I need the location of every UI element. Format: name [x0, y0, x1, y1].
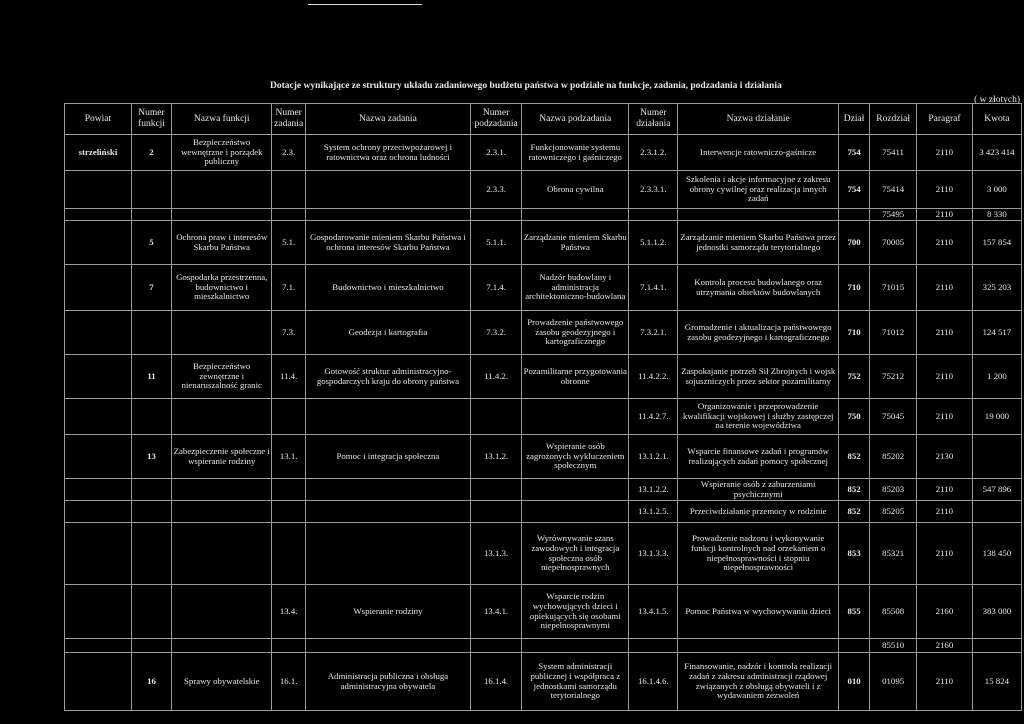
cell-rozd: 75045	[870, 399, 917, 435]
top-rule	[308, 4, 422, 5]
cell-nd: 7.3.2.1.	[629, 311, 678, 355]
cell-dzial: 754	[838, 171, 869, 209]
cell-powiat	[65, 639, 132, 653]
cell-pod: Pozamilitarne przygotowania obronne	[522, 355, 629, 399]
cell-nd	[629, 209, 678, 221]
cell-nf: 11	[131, 355, 171, 399]
cell-nz	[272, 639, 305, 653]
header-row	[65, 104, 1022, 135]
cell-pod: System administracji publicznej i współpraca z jednostkami samorządu terytorialnego	[522, 653, 629, 711]
cell-np: 13.4.1.	[470, 585, 521, 639]
cell-func: Bezpieczeństwo wewnętrzne i porządek publiczny	[172, 135, 272, 171]
cell-zad	[305, 209, 470, 221]
table-row	[65, 639, 1022, 653]
cell-rozd: 75411	[870, 135, 917, 171]
cell-np: 16.1.4.	[470, 653, 521, 711]
cell-kw: 547 896	[972, 479, 1021, 501]
cell-zad: Budownictwo i mieszkalnictwo	[305, 265, 470, 311]
cell-nz: 7.3.	[272, 311, 305, 355]
cell-par: 2110	[917, 311, 973, 355]
cell-kw: 124 517	[972, 311, 1021, 355]
cell-pod	[522, 479, 629, 501]
cell-pod: Nadzór budowlany i administracja architektoniczno-budowlana	[522, 265, 629, 311]
header-dzial: Dział	[838, 104, 869, 135]
cell-dzial: 852	[838, 479, 869, 501]
page-title: Dotacje wynikające ze struktury układu zadaniowego budżetu państwa w podziale na funkcje, zadania, podzadania i działania	[270, 81, 782, 91]
cell-dzial: 700	[838, 221, 869, 265]
cell-dzial	[838, 209, 869, 221]
cell-pod: Prowadzenie państwowego zasobu geodezyjnego i kartograficznego	[522, 311, 629, 355]
cell-zad: Administracja publiczna i obsługa administracyjna obywatela	[305, 653, 470, 711]
cell-dz: Finansowanie, nadzór i kontrola realizacji zadań z zakresu administracji rządowej związanych z obsługą obywateli i z wydawaniem zezwoleń	[678, 653, 839, 711]
table-row	[65, 209, 1022, 221]
header-numer-podzadania: Numer podzadania	[470, 104, 521, 135]
cell-rozd: 75414	[870, 171, 917, 209]
cell-nf	[131, 171, 171, 209]
cell-par: 2110	[917, 653, 973, 711]
cell-nd: 11.4.2.2.	[629, 355, 678, 399]
cell-pod	[522, 209, 629, 221]
cell-np: 11.4.2.	[470, 355, 521, 399]
cell-np	[470, 479, 521, 501]
cell-rozd: 85203	[870, 479, 917, 501]
header-nazwa-dzialania: Nazwa działanie	[678, 104, 839, 135]
cell-nd: 13.4.1.5.	[629, 585, 678, 639]
cell-kw: 383 000	[972, 585, 1021, 639]
cell-func: Sprawy obywatelskie	[172, 653, 272, 711]
cell-nf	[131, 639, 171, 653]
cell-pod	[522, 501, 629, 523]
cell-dz: Organizowanie i przeprowadzenie kwalifikacji wojskowej i służby zastępczej na terenie województwa	[678, 399, 839, 435]
cell-dz: Szkolenia i akcje informacyjne z zakresu obrony cywilnej oraz realizacja innych zadań	[678, 171, 839, 209]
cell-zad: System ochrony przeciwpożarowej i ratownictwa oraz ochrona ludności	[305, 135, 470, 171]
cell-nf: 5	[131, 221, 171, 265]
cell-np	[470, 639, 521, 653]
cell-par: 2110	[917, 221, 973, 265]
cell-dz: Wspieranie osób z zaburzeniami psychicznymi	[678, 479, 839, 501]
cell-func: Ochrona praw i interesów Skarbu Państwa	[172, 221, 272, 265]
cell-nf	[131, 399, 171, 435]
cell-zad: Pomoc i integracja społeczna	[305, 435, 470, 479]
cell-dz: Kontrola procesu budowlanego oraz utrzymania obiektów budowlanych	[678, 265, 839, 311]
cell-func: Gospodarka przestrzenna, budownictwo i mieszkalnictwo	[172, 265, 272, 311]
cell-kw: 325 203	[972, 265, 1021, 311]
cell-nd: 2.3.1.2.	[629, 135, 678, 171]
header-numer-zadania: Numer zadania	[272, 104, 305, 135]
cell-dzial: 852	[838, 435, 869, 479]
cell-nz: 5.1.	[272, 221, 305, 265]
cell-powiat	[65, 523, 132, 585]
cell-rozd: 71015	[870, 265, 917, 311]
cell-pod: Funkcjonowanie systemu ratowniczego i gaśniczego	[522, 135, 629, 171]
cell-np: 7.1.4.	[470, 265, 521, 311]
cell-dzial	[838, 639, 869, 653]
cell-dz: Zarządzanie mieniem Skarbu Państwa przez jednostki samorządu terytorialnego	[678, 221, 839, 265]
cell-kw	[972, 501, 1021, 523]
table-row	[65, 479, 1022, 501]
cell-np	[470, 209, 521, 221]
cell-par: 2160	[917, 639, 973, 653]
cell-func	[172, 479, 272, 501]
cell-func	[172, 501, 272, 523]
cell-func: Bezpieczeństwo zewnętrzne i nienaruszalność granic	[172, 355, 272, 399]
cell-kw: 19 000	[972, 399, 1021, 435]
cell-kw: 15 824	[972, 653, 1021, 711]
cell-kw	[972, 435, 1021, 479]
cell-nd: 5.1.1.2.	[629, 221, 678, 265]
cell-powiat	[65, 171, 132, 209]
cell-nz: 16.1.	[272, 653, 305, 711]
cell-pod	[522, 639, 629, 653]
table-row	[65, 585, 1022, 639]
cell-nd: 11.4.2.7.	[629, 399, 678, 435]
cell-nf	[131, 311, 171, 355]
header-kwota: Kwota	[972, 104, 1021, 135]
cell-rozd: 75212	[870, 355, 917, 399]
cell-rozd: 85510	[870, 639, 917, 653]
cell-par: 2110	[917, 523, 973, 585]
cell-dz	[678, 209, 839, 221]
cell-zad	[305, 171, 470, 209]
cell-rozd: 85202	[870, 435, 917, 479]
cell-nz: 13.1.	[272, 435, 305, 479]
cell-dz: Pomoc Państwa w wychowywaniu dzieci	[678, 585, 839, 639]
cell-dzial: 710	[838, 311, 869, 355]
cell-nz: 11.4.	[272, 355, 305, 399]
cell-dz	[678, 639, 839, 653]
cell-par: 2130	[917, 435, 973, 479]
cell-dzial: 754	[838, 135, 869, 171]
budget-table	[64, 103, 1022, 711]
cell-par: 2110	[917, 501, 973, 523]
header-nazwa-funkcji: Nazwa funkcji	[172, 104, 272, 135]
cell-par: 2110	[917, 171, 973, 209]
cell-nf: 16	[131, 653, 171, 711]
cell-func: Zabezpieczenie społeczne i wspieranie rodziny	[172, 435, 272, 479]
cell-kw: 3 423 414	[972, 135, 1021, 171]
cell-func	[172, 399, 272, 435]
cell-pod: Obrona cywilna	[522, 171, 629, 209]
cell-zad	[305, 523, 470, 585]
cell-nf: 13	[131, 435, 171, 479]
header-numer-funkcji: Numer funkcji	[131, 104, 171, 135]
cell-powiat	[65, 209, 132, 221]
cell-rozd: 01095	[870, 653, 917, 711]
cell-kw: 138 450	[972, 523, 1021, 585]
cell-np: 13.1.2.	[470, 435, 521, 479]
cell-np	[470, 399, 521, 435]
cell-dzial: 853	[838, 523, 869, 585]
cell-zad	[305, 399, 470, 435]
header-nazwa-zadania: Nazwa zadania	[305, 104, 470, 135]
cell-par: 2160	[917, 585, 973, 639]
cell-func	[172, 585, 272, 639]
cell-dz: Gromadzenie i aktualizacja państwowego zasobu geodezyjnego i kartograficznego	[678, 311, 839, 355]
cell-pod: Zarządzanie mieniem Skarbu Państwa	[522, 221, 629, 265]
cell-kw: 157 854	[972, 221, 1021, 265]
cell-zad: Wspieranie rodziny	[305, 585, 470, 639]
header-rozdzial: Rozdział	[870, 104, 917, 135]
cell-nz	[272, 501, 305, 523]
cell-nf: 7	[131, 265, 171, 311]
table-row	[65, 653, 1022, 711]
cell-kw: 1 200	[972, 355, 1021, 399]
cell-nd	[629, 639, 678, 653]
cell-nd: 13.1.2.2.	[629, 479, 678, 501]
cell-dz: Wsparcie finansowe zadań i programów realizujących zadań pomocy społecznej	[678, 435, 839, 479]
header-nazwa-podzadania: Nazwa podzadania	[522, 104, 629, 135]
cell-powiat	[65, 653, 132, 711]
cell-dzial: 750	[838, 399, 869, 435]
cell-powiat	[65, 265, 132, 311]
units-label: ( w złotych)	[974, 95, 1020, 105]
cell-powiat	[65, 355, 132, 399]
cell-dz: Interwencje ratowniczo-gaśnicze	[678, 135, 839, 171]
cell-powiat	[65, 221, 132, 265]
cell-func	[172, 639, 272, 653]
cell-nf	[131, 479, 171, 501]
cell-rozd: 85205	[870, 501, 917, 523]
cell-np: 13.1.3.	[470, 523, 521, 585]
table-row	[65, 435, 1022, 479]
table-row	[65, 311, 1022, 355]
cell-func	[172, 523, 272, 585]
cell-func	[172, 171, 272, 209]
cell-kw	[972, 639, 1021, 653]
table-row	[65, 135, 1022, 171]
cell-nz: 7.1.	[272, 265, 305, 311]
cell-np: 2.3.1.	[470, 135, 521, 171]
cell-par: 2110	[917, 479, 973, 501]
cell-func	[172, 311, 272, 355]
table-row	[65, 171, 1022, 209]
cell-nz	[272, 479, 305, 501]
cell-nf: 2	[131, 135, 171, 171]
cell-powiat	[65, 585, 132, 639]
cell-par: 2110	[917, 265, 973, 311]
cell-pod: Wyrównywanie szans zawodowych i integracja społeczna osób niepełnosprawnych	[522, 523, 629, 585]
cell-nf	[131, 501, 171, 523]
cell-rozd: 70005	[870, 221, 917, 265]
cell-zad	[305, 639, 470, 653]
table-row	[65, 221, 1022, 265]
cell-nz: 2.3.	[272, 135, 305, 171]
cell-nf	[131, 209, 171, 221]
cell-par: 2110	[917, 399, 973, 435]
cell-nd: 13.1.3.3.	[629, 523, 678, 585]
cell-nf	[131, 523, 171, 585]
cell-par: 2110	[917, 355, 973, 399]
cell-dzial: 710	[838, 265, 869, 311]
cell-dzial: 010	[838, 653, 869, 711]
cell-kw: 3 000	[972, 171, 1021, 209]
cell-zad: Gotowość struktur administracyjno-gospodarczych kraju do obrony państwa	[305, 355, 470, 399]
cell-dzial: 752	[838, 355, 869, 399]
cell-nz	[272, 171, 305, 209]
cell-func	[172, 209, 272, 221]
cell-pod	[522, 399, 629, 435]
cell-powiat	[65, 311, 132, 355]
cell-zad	[305, 479, 470, 501]
cell-np: 5.1.1.	[470, 221, 521, 265]
header-numer-dzialania: Numer działania	[629, 104, 678, 135]
table-row	[65, 501, 1022, 523]
cell-kw: 8 330	[972, 209, 1021, 221]
cell-rozd: 75495	[870, 209, 917, 221]
cell-powiat	[65, 435, 132, 479]
header-powiat: Powiat	[65, 104, 132, 135]
cell-powiat	[65, 501, 132, 523]
cell-nz: 13.4.	[272, 585, 305, 639]
table-row	[65, 523, 1022, 585]
cell-powiat	[65, 479, 132, 501]
cell-np	[470, 501, 521, 523]
cell-zad: Gospodarowanie mieniem Skarbu Państwa i ochrona interesów Skarbu Państwa	[305, 221, 470, 265]
cell-nz	[272, 209, 305, 221]
cell-powiat	[65, 399, 132, 435]
cell-dzial: 852	[838, 501, 869, 523]
cell-nd: 13.1.2.5.	[629, 501, 678, 523]
cell-powiat: strzeliński	[65, 135, 132, 171]
cell-zad: Geodezja i kartografia	[305, 311, 470, 355]
table-row	[65, 265, 1022, 311]
cell-pod: Wspieranie osób zagrożonych wykluczeniem społecznym	[522, 435, 629, 479]
cell-nf	[131, 585, 171, 639]
cell-par: 2110	[917, 209, 973, 221]
cell-rozd: 71012	[870, 311, 917, 355]
table-row	[65, 355, 1022, 399]
cell-nz	[272, 399, 305, 435]
cell-rozd: 85508	[870, 585, 917, 639]
cell-zad	[305, 501, 470, 523]
cell-dzial: 855	[838, 585, 869, 639]
table-body	[65, 135, 1022, 711]
cell-dz: Zaspokajanie potrzeb Sił Zbrojnych i wojsk sojuszniczych przez sektor pozamilitarny	[678, 355, 839, 399]
cell-par: 2110	[917, 135, 973, 171]
cell-rozd: 85321	[870, 523, 917, 585]
cell-nd: 13.1.2.1.	[629, 435, 678, 479]
cell-np: 2.3.3.	[470, 171, 521, 209]
table-row	[65, 399, 1022, 435]
cell-dz: Przeciwdziałanie przemocy w rodzinie	[678, 501, 839, 523]
cell-nz	[272, 523, 305, 585]
header-paragraf: Paragraf	[917, 104, 973, 135]
cell-nd: 7.1.4.1.	[629, 265, 678, 311]
cell-dz: Prowadzenie nadzoru i wykonywanie funkcji kontrolnych nad orzekaniem o niepełnosprawności i stopniu niepełnosprawności	[678, 523, 839, 585]
cell-nd: 2.3.3.1.	[629, 171, 678, 209]
cell-np: 7.3.2.	[470, 311, 521, 355]
cell-pod: Wsparcie rodzin wychowujących dzieci i opiekujących się osobami niepełnosprawnymi	[522, 585, 629, 639]
cell-nd: 16.1.4.6.	[629, 653, 678, 711]
